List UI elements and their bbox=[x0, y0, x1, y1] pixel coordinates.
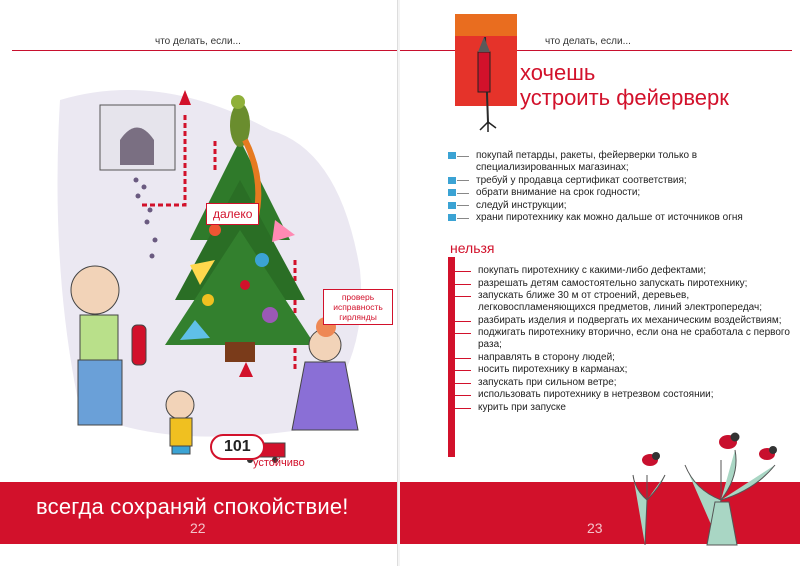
forbidden-item: запускать при сильном ветре; bbox=[448, 377, 793, 389]
page-number: 22 bbox=[190, 520, 206, 536]
forbidden-item: поджигать пиротехнику вторично, если она не сработала с первого раза; bbox=[448, 327, 793, 351]
allowed-item: обрати внимание на срок годности; bbox=[448, 187, 788, 199]
allowed-item: храни пиротехнику как можно дальше от источников огня bbox=[448, 212, 788, 224]
child-with-phone bbox=[166, 391, 194, 454]
forbidden-item: покупать пиротехнику с какими-либо дефектами; bbox=[448, 265, 793, 277]
bullet-square-icon bbox=[448, 152, 456, 159]
bullet-square-icon bbox=[448, 177, 456, 184]
forbidden-heading: нельзя bbox=[450, 240, 495, 256]
christmas-tree-illustration bbox=[40, 70, 383, 470]
forbidden-list bbox=[448, 265, 793, 414]
label-far: далеко bbox=[206, 203, 259, 225]
allowed-item: требуй у продавца сертификат соответствия; bbox=[448, 175, 788, 187]
birds-on-trees-illustration bbox=[625, 420, 800, 550]
running-head: что делать, если... bbox=[545, 36, 631, 47]
bullet-square-icon bbox=[448, 189, 456, 196]
footer-slogan: всегда сохраняй спокойствие! bbox=[36, 494, 349, 519]
forbidden-item: разбирать изделия и подвергать их механическим воздействиям; bbox=[448, 315, 793, 327]
forbidden-item: направлять в сторону людей; bbox=[448, 352, 793, 364]
label-stable: устойчиво bbox=[253, 457, 305, 469]
forbidden-item: носить пиротехнику в карманах; bbox=[448, 364, 793, 376]
label-emergency-number: 101 bbox=[210, 434, 265, 460]
forbidden-item: курить при запуске bbox=[448, 402, 793, 414]
bullfinch-birds bbox=[642, 433, 777, 467]
illustration-svg bbox=[40, 70, 380, 470]
title-line-2: устроить фейерверк bbox=[520, 85, 729, 110]
allowed-item: покупай петарды, ракеты, фейерверки только в специализированных магазинах; bbox=[448, 150, 788, 174]
top-rule bbox=[12, 50, 398, 51]
label-check-garland: проверь исправность гирлянды bbox=[323, 289, 393, 325]
bullet-square-icon bbox=[448, 214, 456, 221]
firework-rocket-icon bbox=[460, 22, 510, 132]
allowed-list bbox=[448, 150, 788, 225]
bullet-square-icon bbox=[448, 202, 456, 209]
forbidden-item: запускать ближе 30 м от строений, деревьев, легковоспламеняющихся предметов, линий электропередач; bbox=[448, 290, 793, 314]
page-number: 23 bbox=[587, 520, 603, 536]
allowed-item: следуй инструкции; bbox=[448, 200, 788, 212]
running-head: что делать, если... bbox=[155, 36, 241, 47]
forbidden-item: разрешать детям самостоятельно запускать пиротехнику; bbox=[448, 278, 793, 290]
forbidden-item: использовать пиротехнику в нетрезвом состоянии; bbox=[448, 389, 793, 401]
title-line-1: хочешь bbox=[520, 60, 596, 85]
bullfinch-trees-icon bbox=[625, 420, 800, 550]
right-page bbox=[400, 0, 800, 566]
